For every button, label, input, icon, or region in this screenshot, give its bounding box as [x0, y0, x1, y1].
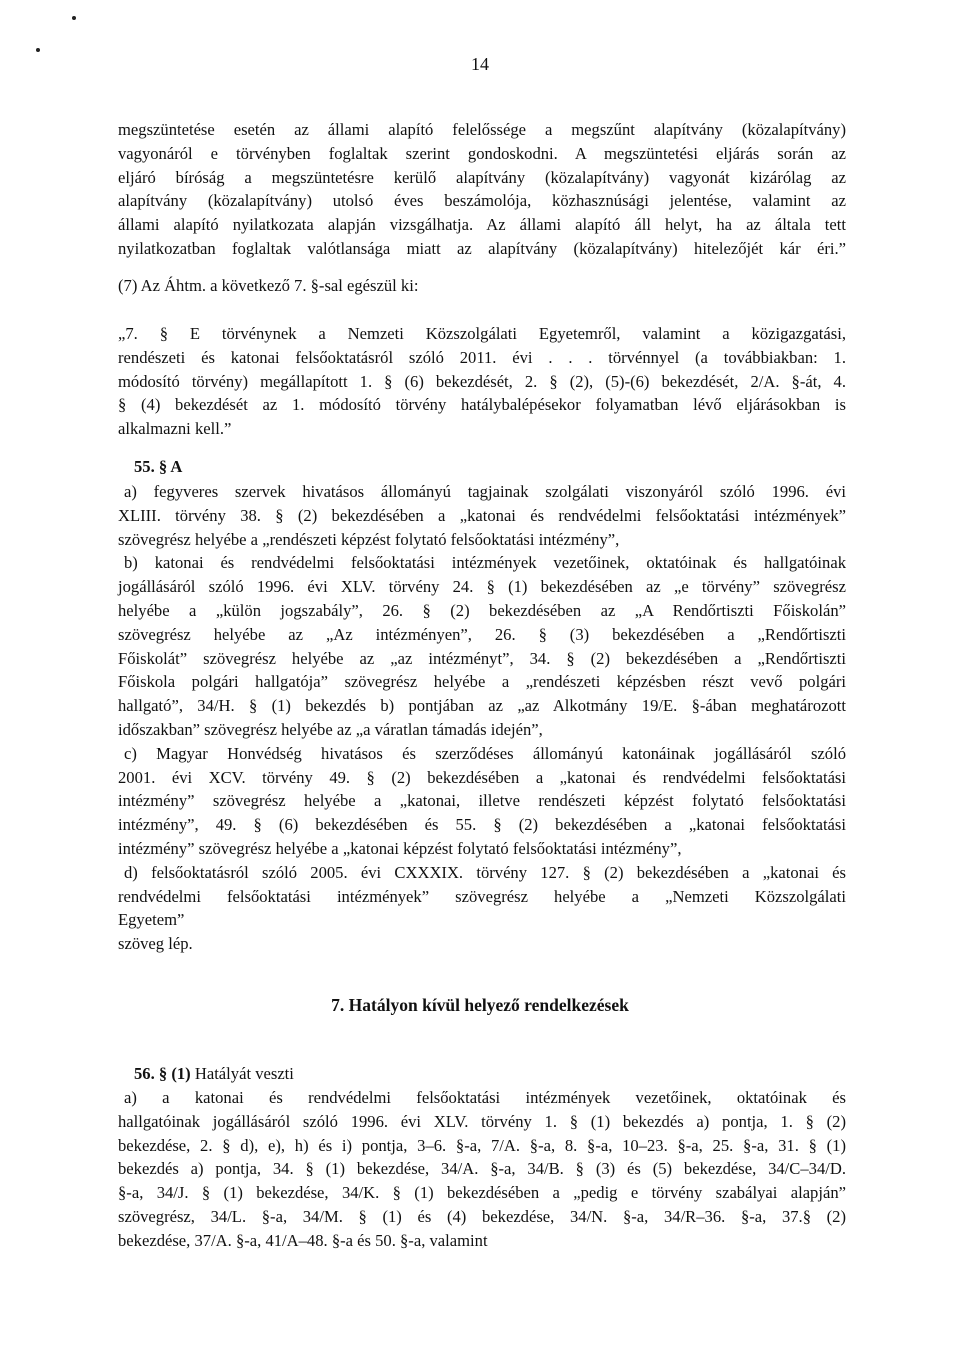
paragraph-block-1 — [118, 118, 846, 261]
text-line: Főiskolát” szövegrész helyébe az „az intézményt”, 34. § (2) bekezdésében a „Rendőrtiszti — [118, 648, 846, 668]
section-56-number: 56. § (1) — [134, 1064, 191, 1083]
text-line: c) Magyar Honvédség hivatásos és szerződéses állományú katonáinak jogállásáról szóló — [124, 743, 846, 763]
text-line: intézmény”, 49. § (6) bekezdésében és 55. § (2) bekezdésében a „katonai felsőoktatási — [118, 815, 846, 835]
text-line: vagyonáról e törvényben foglaltak szerint gondoskodni. A megszüntetési eljárás során az — [118, 143, 846, 163]
amendment-intro — [118, 274, 846, 298]
text-line: XLIII. törvény 38. § (2) bekezdésében a „katonai és rendvédelmi felsőoktatási intézmények” — [118, 505, 846, 525]
paragraph-block-4 — [118, 1086, 846, 1253]
text-line: intézmény” szövegrész helyébe a „katonai, illetve rendészeti képzést folytató felsőoktatási — [118, 791, 846, 811]
text-line: időszakban” szövegrész helyébe az „a váratlan támadás idején”, — [118, 719, 543, 739]
text-line: b) katonai és rendvédelmi felsőoktatási intézmények vezetőinek, oktatóinak és hallgatóinak — [124, 553, 846, 573]
text-line: (7) Az Áhtm. a következő 7. §-sal egészül ki: — [118, 276, 419, 295]
text-line: „7. § E törvénynek a Nemzeti Közszolgálati Egyetemről, valamint a közigazgatási, — [118, 324, 846, 343]
text-line: nyilatkozatban foglaltak valótlansága miatt az alapítvány (közalapítvány) hitelezőjét kár éri.” — [118, 238, 846, 258]
section-heading: 7. Hatályon kívül helyező rendelkezések — [331, 995, 629, 1015]
text-line: Egyetem” — [118, 910, 185, 930]
text-line: §-a, 34/J. § (1) bekezdése, 34/K. § (1) bekezdésében a „pedig e törvény szabályai alapján” — [118, 1183, 846, 1203]
text-line: bekezdése, 37/A. §-a, 41/A–48. §-a és 50. §-a, valamint — [118, 1230, 488, 1250]
text-line: módosító törvény) megállapított 1. § (6) bekezdését, 2. § (2), (5)-(6) bekezdését, 2/A. §-át, 4. — [118, 371, 846, 391]
section-56-text: Hatályát veszti — [194, 1064, 294, 1083]
text-line: 55. § A — [134, 457, 183, 476]
text-line: bekezdése, 2. § d), e), h) és i) pontja, 3–6. §-a, 7/A. §-a, 8. §-a, 10–23. §-a, 25. §-a, 31. § (1) — [118, 1135, 846, 1155]
text-line: szöveg lép. — [118, 934, 193, 954]
text-line: Főiskola polgári hallgatója” szövegrész helyébe a „rendészeti képzésben részt vevő polgári — [118, 672, 846, 692]
text-line: intézmény” szövegrész helyébe a „katonai képzést folytató felsőoktatási intézmény”, — [118, 838, 682, 858]
scan-dot — [72, 16, 76, 20]
page-number: 14 — [471, 54, 489, 74]
text-line: hallgatóinak jogállásáról szóló 1996. évi XLV. törvény 1. § (1) bekezdés a) pontja, 1. § (2) — [118, 1111, 846, 1131]
text-line: rendészeti és katonai felsőoktatásról szóló 2011. évi . . . törvénnyel (a továbbiakban: 1. — [118, 347, 846, 367]
paragraph-block-3 — [118, 480, 846, 956]
text-line: helyébe a „külön jogszabály”, 26. § (2) bekezdésében az „A Rendőrtiszti Főiskolán” — [118, 600, 846, 620]
text-line: jogállásáról szóló 1996. évi XLV. törvény 24. § (1) bekezdésében az „e törvény” szövegrész — [118, 577, 846, 597]
text-line: alapítvány (közalapítvány) utolsó éves beszámolója, közhasznúsági jelentése, valamint az — [118, 191, 846, 211]
text-line: eljáró bíróság a megszüntetésre kerülő alapítvány (közalapítvány) vagyonát kizárólag az — [118, 167, 846, 187]
section-56-title — [134, 1062, 862, 1086]
text-line: szövegrész helyébe az „Az intézményen”, 26. § (3) bekezdésében a „Rendőrtiszti — [118, 624, 846, 644]
text-line: d) felsőoktatásról szóló 2005. évi CXXXIX. törvény 127. § (2) bekezdésében a „katonai és — [124, 862, 846, 882]
paragraph-block-2 — [118, 322, 846, 441]
text-line: alkalmazni kell.” — [118, 419, 232, 439]
section-55-title — [134, 455, 862, 479]
text-line: 2001. évi XCV. törvény 49. § (2) bekezdésében a „katonai és rendvédelmi felsőoktatási — [118, 767, 846, 787]
text-line: rendvédelmi felsőoktatási intézmények” szövegrész helyébe a „Nemzeti Közszolgálati — [118, 886, 846, 906]
text-line: szövegrész, 34/L. §-a, 34/M. § (1) és (4) bekezdése, 34/N. §-a, 34/R–36. §-a, 37.§ (2) — [118, 1206, 846, 1226]
text-line: megszüntetése esetén az állami alapító felelőssége a megszűnt alapítvány (közalapítvány) — [118, 120, 846, 139]
text-line: hallgató”, 34/H. § (1) bekezdés b) pontjában az „az Alkotmány 19/E. §-ában meghatározott — [118, 696, 846, 716]
text-line: a) a katonai és rendvédelmi felsőoktatási intézmények vezetőinek, oktatóinak és — [124, 1088, 846, 1107]
text-line: állami alapító nyilatkozata alapján vizsgálhatja. Az állami alapító áll helyt, ha az általa tett — [118, 215, 846, 235]
text-line: szövegrész helyébe a „rendészeti képzést folytató felsőoktatási intézmény”, — [118, 529, 620, 549]
text-line — [134, 1062, 862, 1086]
text-line: bekezdés a) pontja, 34. § (1) bekezdése, 34/A. §-a, 34/B. § (3) és (5) bekezdése, 34/C–34/D. — [118, 1159, 846, 1179]
text-line: § (4) bekezdését az 1. módosító törvény hatálybalépésekor folyamatban lévő eljárásokban is — [118, 395, 846, 415]
text-line: a) fegyveres szervek hivatásos állományú tagjainak szolgálati viszonyáról szóló 1996. évi — [124, 482, 846, 501]
scan-dot — [36, 48, 40, 52]
